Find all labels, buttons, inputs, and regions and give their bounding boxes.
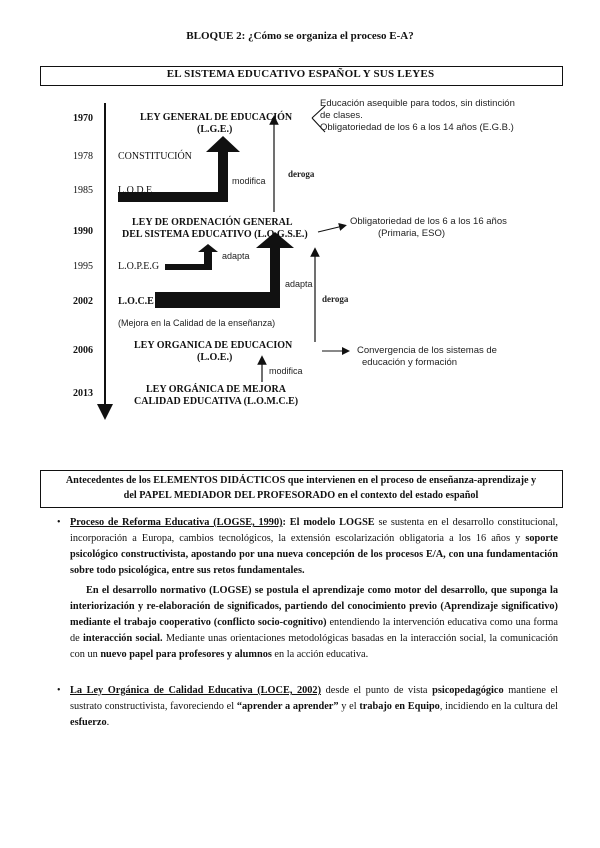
bullet-marker-2: • — [57, 685, 61, 696]
year-1995: 1995 — [73, 261, 93, 272]
law-loe-name: LEY ORGANICA DE EDUCACION — [134, 340, 293, 351]
year-2006: 2006 — [73, 345, 93, 356]
arrow-logse-note — [318, 226, 343, 232]
year-2002: 2002 — [73, 296, 93, 307]
bullet-2-text-4: , incidiendo en la cultura del — [439, 701, 558, 712]
label-deroga-2: deroga — [322, 294, 349, 304]
bullet-1-p2-text-3: en la acción educativa. — [271, 649, 369, 660]
bullet-2-text-3: y el — [338, 701, 360, 712]
label-adapta-2: adapta — [285, 279, 313, 289]
note-logse-a: Obligatoriedad de los 6 a los 16 años — [350, 216, 507, 227]
law-lomce-name-2: CALIDAD EDUCATIVA (L.O.M.C.E) — [134, 396, 299, 407]
bullet-2-text-5: . — [106, 717, 110, 728]
year-1978: 1978 — [73, 151, 93, 162]
bullet-1-p2-bold-3: nuevo papel para profesores y alumnos — [100, 649, 272, 660]
note-logse-b: (Primaria, ESO) — [378, 228, 446, 239]
year-1990: 1990 — [73, 226, 93, 237]
law-lomce-name: LEY ORGÁNICA DE MEJORA — [146, 384, 286, 395]
year-1970: 1970 — [73, 113, 93, 124]
bullet-1-p2-bold-1: En el desarrollo normativo (LOGSE) se postula el aprendizaje como motor del desarrollo, que suponga la interiorización y re-elaboración de significados, partiendo del conocimiento previo (Aprendizaje significativo) mediante el trabajo cooperativo (conflicto socio-cognitivo) — [70, 585, 558, 628]
bullet-1-p2-text-1: entendiendo la intervención educativa como una forma de — [70, 617, 559, 644]
law-lode: L.O.D.E — [118, 185, 153, 196]
law-logse-name: LEY DE ORDENACIÓN GENERAL — [132, 217, 293, 228]
bullet-2-bold-3: trabajo en Equipo — [359, 701, 440, 712]
law-lopeg: L.O.P.E.G — [118, 261, 160, 272]
page-title: BLOQUE 2: ¿Cómo se organiza el proceso E-A? — [186, 30, 414, 42]
law-lge-name: LEY GENERAL DE EDUCACIÓN — [140, 112, 293, 123]
law-loce-note: (Mejora en la Calidad de la enseñanza) — [118, 318, 276, 328]
bullet-1-p2-text-2: Mediante unas orientaciones metodológicas basadas en la interacción social, la comunicación con un — [70, 633, 558, 660]
law-logse-name-2: DEL SISTEMA EDUCATIVO (L.O.G.S.E.) — [122, 229, 308, 240]
law-constitucion: CONSTITUCIÓN — [118, 151, 192, 162]
year-1985: 1985 — [73, 185, 93, 196]
bullet-1-paragraph-1 — [70, 515, 558, 579]
note-lge-c: Obligatoriedad de los 6 a los 14 años (E.G.B.) — [320, 122, 514, 133]
bullet-2-text-2: mantiene el sustrato constructivista, favoreciendo el — [70, 685, 558, 712]
small-arrow-lopeg — [165, 244, 218, 270]
diagram-title: EL SISTEMA EDUCATIVO ESPAÑOL Y SUS LEYES — [166, 68, 435, 80]
law-loce: L.O.C.E — [118, 296, 154, 307]
bullet-2-heading: La Ley Orgánica de Calidad Educativa (LOCE, 2002) — [70, 685, 322, 696]
antecedentes-heading — [42, 473, 560, 503]
bullet-2-bold-4: esfuerzo — [70, 717, 107, 728]
bullet-2-text-1: desde el punto de vista — [321, 685, 433, 696]
bullet-2-bold-1: psicopedagógico — [432, 685, 504, 696]
label-adapta-1: adapta — [222, 251, 250, 261]
bullet-marker-1: • — [57, 517, 61, 528]
note-loe-b: educación y formación — [362, 357, 458, 368]
note-lge-a: Educación asequible para todos, sin distinción — [320, 98, 515, 109]
bullet-1-p2-bold-2: interacción social. — [83, 633, 163, 644]
bullet-1-heading: Proceso de Reforma Educativa (LOGSE, 1990) — [70, 517, 283, 528]
bullet-1-paragraph-2 — [70, 583, 558, 663]
antecedentes-line-1: Antecedentes de los ELEMENTOS DIDÁCTICOS que intervienen en el proceso de enseñanza-aprendizaje y — [65, 475, 537, 486]
bullet-1-colon: : — [282, 517, 286, 528]
bullet-2-paragraph — [70, 683, 558, 731]
law-loe-acronym: (L.O.E.) — [197, 352, 233, 363]
note-lge-b: de clases. — [320, 110, 363, 121]
bullet-1-p1-bold-1: El modelo LOGSE — [285, 517, 375, 528]
bullet-2-bold-2: “aprender a aprender” — [236, 701, 339, 712]
year-2013: 2013 — [73, 388, 93, 399]
antecedentes-line-2: del PAPEL MEDIADOR DEL PROFESORADO en el contexto del estado español — [123, 490, 479, 501]
law-lge-acronym: (L.G.E.) — [197, 124, 233, 135]
note-loe-a: Convergencia de los sistemas de — [357, 345, 497, 356]
label-modifica-1: modifica — [232, 176, 266, 186]
bullet-1-p1-text-1: se sustenta en el desarrollo constitucional, incorporación a Europa, cambios tecnológicos, la extensión escolarización obligatoria a los 16 años y — [70, 517, 558, 544]
bullet-1-p1-bold-2: soporte psicológico constructivista, apostando por una nueva concepción de los procesos E/A, con una fundamentación sobre todo psicológica, entre sus retos fundamentales. — [70, 533, 558, 576]
label-deroga-1: deroga — [288, 169, 315, 179]
label-modifica-2: modifica — [269, 366, 303, 376]
